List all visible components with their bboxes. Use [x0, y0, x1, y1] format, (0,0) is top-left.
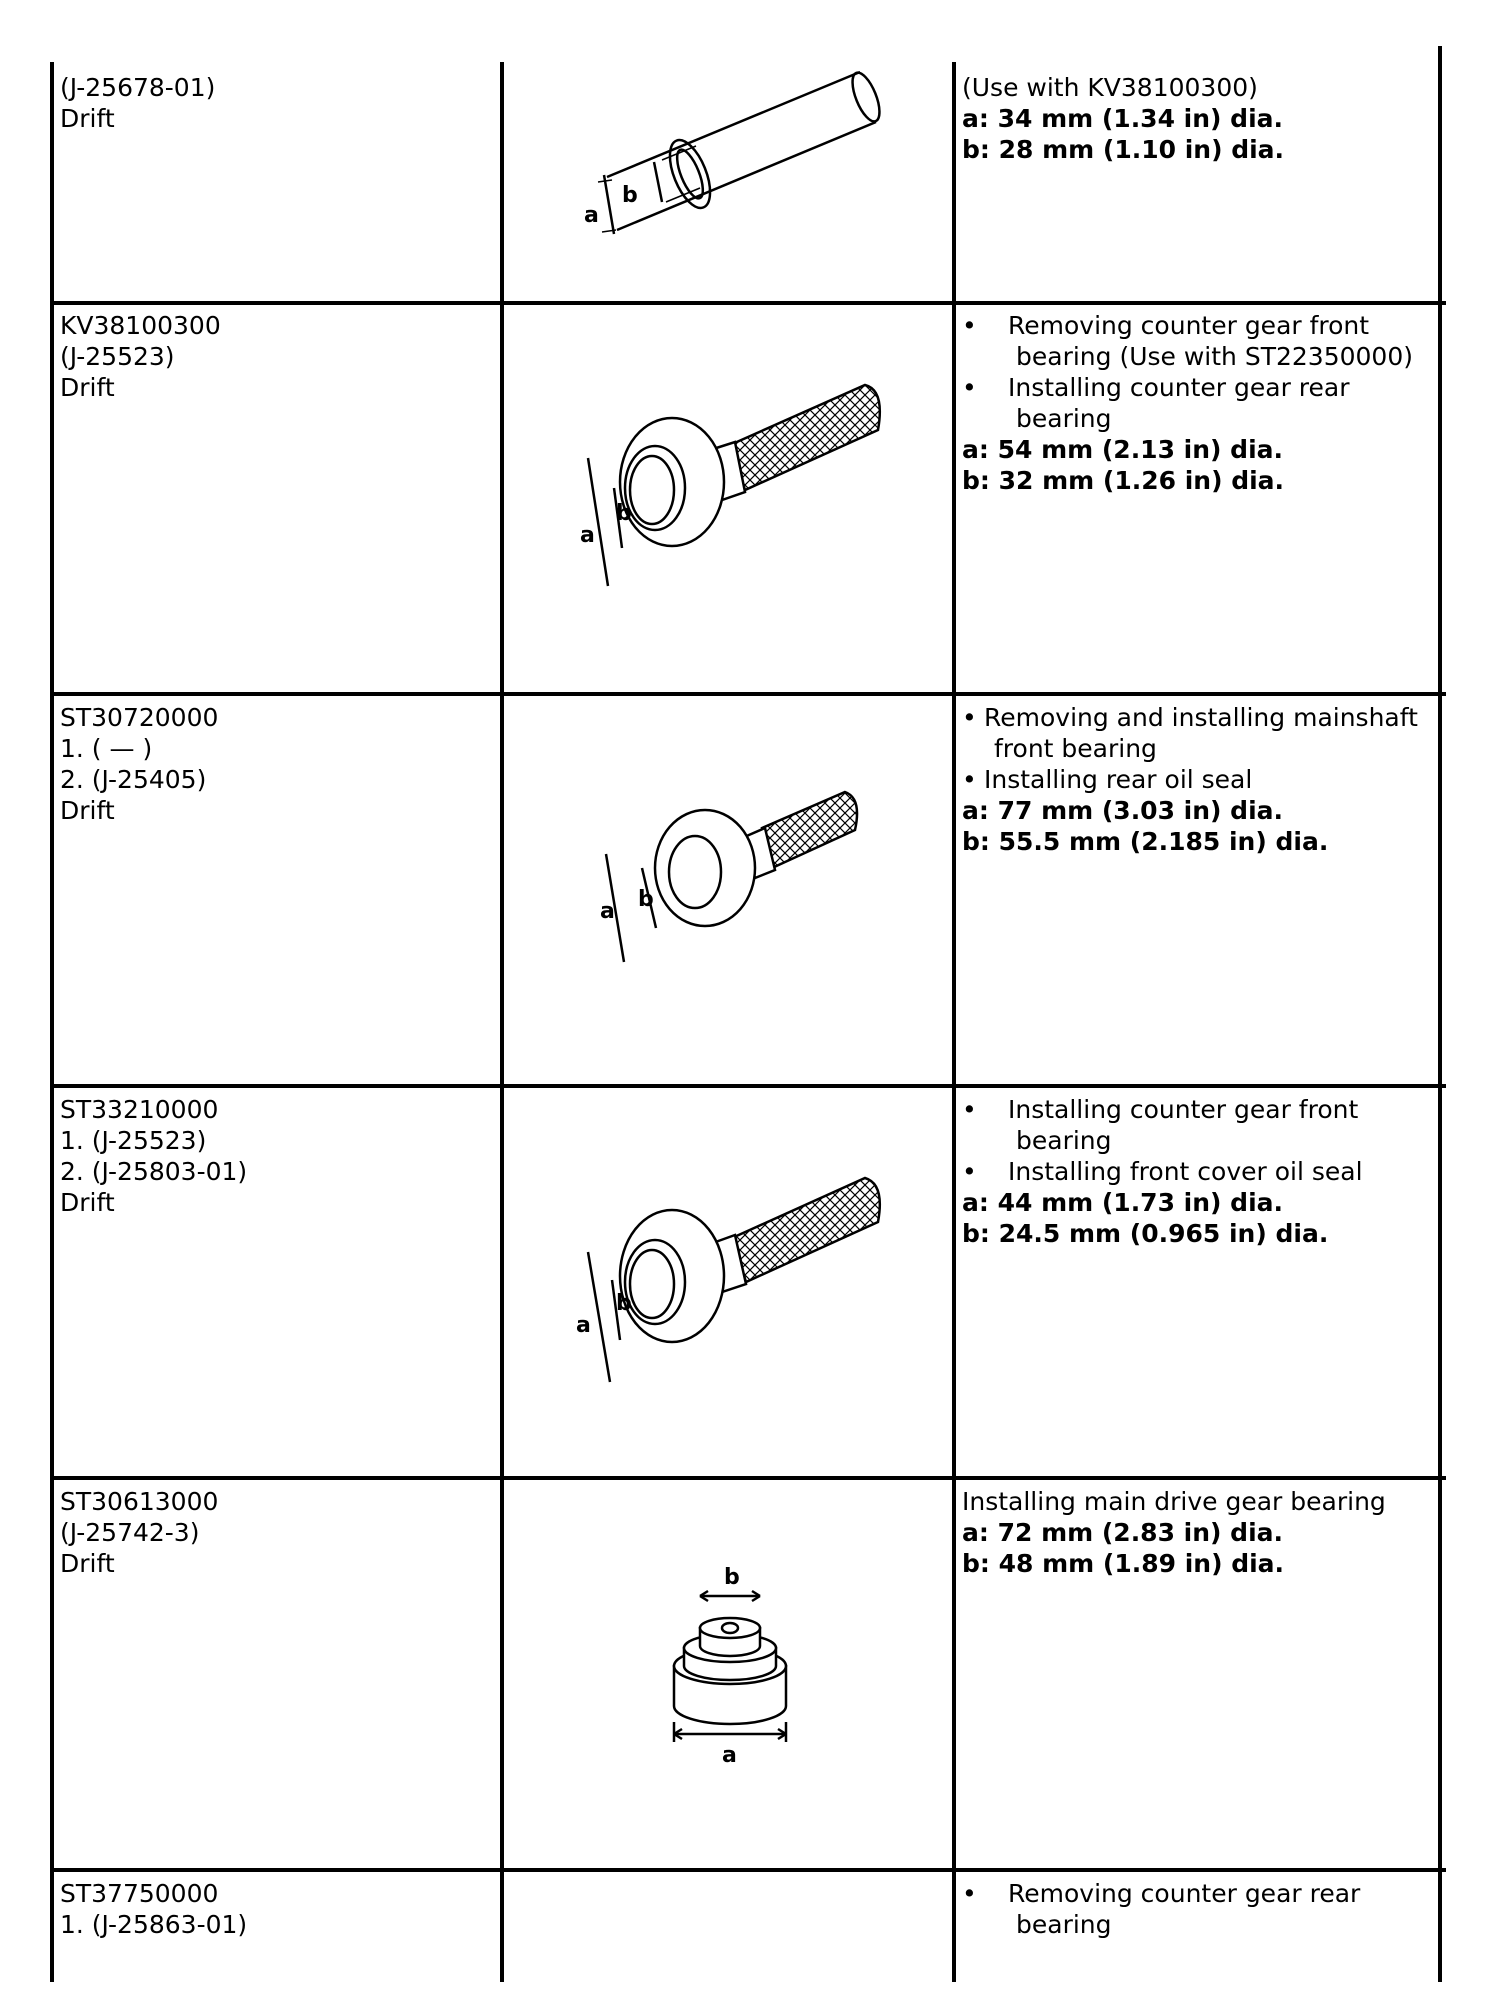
usage-bullet: • Installing counter gear front — [962, 1095, 1359, 1124]
drift-tube-illustration — [560, 62, 900, 262]
tool-number-line: KV38100300 — [60, 311, 221, 340]
tool-number-line: Drift — [60, 796, 115, 825]
usage-text: (Use with KV38100300) — [962, 73, 1258, 102]
drift-illustration — [560, 1160, 900, 1390]
usage-cell — [962, 702, 1442, 857]
tool-number-line: 1. (J-25523) — [60, 1126, 207, 1155]
tool-number-line: 1. ( — ) — [60, 734, 153, 763]
figure-label-a: a — [722, 1743, 737, 1766]
dimension-a: a: 54 mm (2.13 in) dia. — [962, 435, 1284, 464]
usage-text: Installing main drive gear bearing — [962, 1487, 1386, 1516]
column-divider-1 — [500, 62, 504, 1982]
tool-number-line: Drift — [60, 1549, 115, 1578]
figure-label-b: b — [616, 501, 632, 526]
drift-illustration — [590, 778, 890, 978]
usage-cell — [962, 1878, 1442, 1940]
figure-label-a: a — [580, 523, 595, 548]
dimension-a: a: 44 mm (1.73 in) dia. — [962, 1188, 1284, 1217]
tool-number-line: ST37750000 — [60, 1879, 219, 1908]
dimension-a: a: 77 mm (3.03 in) dia. — [962, 796, 1284, 825]
tool-number-cell — [60, 1094, 490, 1218]
tool-number-cell — [60, 1486, 490, 1579]
dimension-a: a: 34 mm (1.34 in) dia. — [962, 104, 1284, 133]
figure-label-a: a — [600, 899, 615, 924]
figure-label-b: b — [622, 183, 638, 208]
usage-cell — [962, 1486, 1442, 1579]
usage-bullet: • Removing counter gear front — [962, 311, 1370, 340]
figure-label-b: b — [638, 887, 654, 912]
tool-number-cell — [60, 72, 490, 134]
usage-cell — [962, 72, 1442, 165]
stepped-drift-illustration — [660, 1556, 800, 1766]
row-divider — [52, 301, 1446, 305]
usage-bullet: • Removing and installing mainshaft — [962, 703, 1418, 732]
tool-number-line: (J-25678-01) — [60, 73, 216, 102]
dimension-b: b: 24.5 mm (0.965 in) dia. — [962, 1219, 1329, 1248]
tool-number-cell — [60, 702, 490, 826]
row-divider — [52, 692, 1446, 696]
tool-number-line: 2. (J-25405) — [60, 765, 207, 794]
usage-bullet: • Installing rear oil seal — [962, 765, 1253, 794]
row-divider — [52, 1084, 1446, 1088]
usage-bullet-continuation: bearing — [1016, 1910, 1112, 1939]
figure-label-a: a — [576, 1313, 591, 1338]
tool-number-line: ST33210000 — [60, 1095, 219, 1124]
drift-illustration — [560, 370, 900, 600]
tool-number-line: ST30720000 — [60, 703, 219, 732]
row-divider — [52, 1868, 1446, 1872]
usage-bullet: • Removing counter gear rear — [962, 1879, 1361, 1908]
dimension-b: b: 48 mm (1.89 in) dia. — [962, 1549, 1285, 1578]
usage-bullet-continuation: bearing — [1016, 404, 1112, 433]
usage-bullet: • Installing front cover oil seal — [962, 1157, 1363, 1186]
usage-bullet-continuation: bearing (Use with ST22350000) — [1016, 342, 1413, 371]
dimension-b: b: 28 mm (1.10 in) dia. — [962, 135, 1285, 164]
tool-number-line: Drift — [60, 1188, 115, 1217]
usage-bullet-continuation: front bearing — [994, 734, 1157, 763]
tool-number-cell — [60, 1878, 490, 1940]
usage-cell — [962, 1094, 1442, 1249]
tool-number-cell — [60, 310, 490, 403]
tool-number-line: (J-25742-3) — [60, 1518, 200, 1547]
usage-cell — [962, 310, 1442, 496]
tool-number-line: 1. (J-25863-01) — [60, 1910, 248, 1939]
dimension-a: a: 72 mm (2.83 in) dia. — [962, 1518, 1284, 1547]
table-border-left — [50, 62, 54, 1982]
tool-number-line: 2. (J-25803-01) — [60, 1157, 248, 1186]
column-divider-2 — [952, 62, 956, 1982]
dimension-b: b: 55.5 mm (2.185 in) dia. — [962, 827, 1329, 856]
tool-number-line: Drift — [60, 104, 115, 133]
figure-label-b: b — [724, 1565, 740, 1590]
tool-number-line: Drift — [60, 373, 115, 402]
dimension-b: b: 32 mm (1.26 in) dia. — [962, 466, 1285, 495]
row-divider — [52, 1476, 1446, 1480]
tool-number-line: ST30613000 — [60, 1487, 219, 1516]
figure-label-b: b — [616, 1291, 632, 1316]
figure-label-a: a — [584, 203, 599, 228]
usage-bullet: • Installing counter gear rear — [962, 373, 1350, 402]
usage-bullet-continuation: bearing — [1016, 1126, 1112, 1155]
tool-number-line: (J-25523) — [60, 342, 175, 371]
